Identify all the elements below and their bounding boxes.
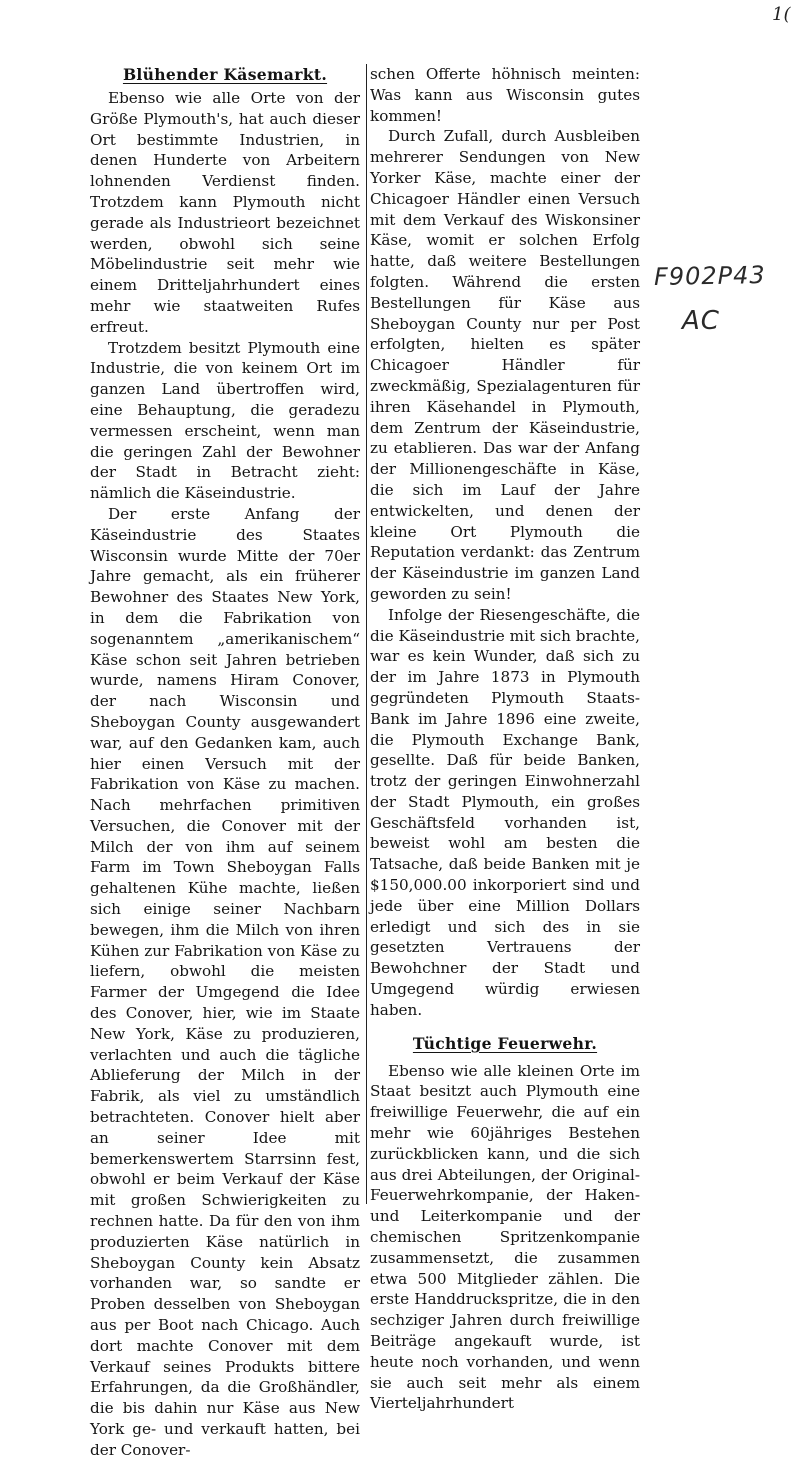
heading-kaesemarkt: Blühender Käsemarkt. <box>122 65 328 84</box>
paragraph: Ebenso wie alle Orte von der Größe Plymouth's, hat auch dieser Ort bestimmte Industrien, in denen Hunderte von Arbeitern lohnenden Verdienst finden. Trotzdem kann Plymouth nicht gerade als Industrieort bezeichnet werden, obwohl sich seine Möbelindustrie seit mehr wie einem Dritteljahrhundert eines mehr wie staatweiten Rufes erfreut. <box>90 89 360 336</box>
page-number: 1( <box>772 4 791 25</box>
right-column <box>370 64 640 1414</box>
paragraph: Ebenso wie alle kleinen Orte im Staat besitzt auch Plymouth eine freiwillige Feuerwehr, die auf ein mehr wie 60jähriges Bestehen zurückblicken kann, und die sich aus drei Abteilungen, der Original-Feuerwehrkompanie, der Haken- und Leiterkompanie und der chemischen Spritzenkompanie zusammensetzt, die zusammen etwa 500 Mitglieder zählen. Die erste Handdruckspritze, die in den sechziger Jahren durch freiwillige Beiträge angekauft wurde, ist heute noch vorhanden, und wenn sie auch seit mehr als einem Vierteljahrhundert <box>370 1061 640 1413</box>
column-divider <box>366 64 367 1204</box>
paragraph: Infolge der Riesengeschäfte, die die Käseindustrie mit sich brachte, war es kein Wunder, daß sich zu der im Jahre 1873 in Plymouth gegründeten Plymouth Staats-Bank im Jahre 1896 eine zweite, die Plymouth Exchange Bank, gesellte. Daß für beide Banken, trotz der geringen Einwohnerzahl der Stadt Plymouth, ein großes Geschäftsfeld vorhanden ist, beweist wohl am besten die Tatsache, daß beide Banken mit je $150,000.00 inkorporiert sind und jede über eine Million Dollars erledigt und sich des in sie gesetzten Vertrauens der Bewohchner der Stadt und Umgegend würdig erwiesen haben. <box>370 605 640 1019</box>
heading-feuerwehr: Tüchtige Feuerwehr. <box>412 1033 598 1053</box>
paragraph: Trotzdem besitzt Plymouth eine Industrie, die von keinem Ort im ganzen Land übertroffen wird, eine Behauptung, die geradezu vermessen erscheint, wenn man die geringen Zahl der Bewohner der Stadt in Betracht zieht: nämlich die Käseindustrie. <box>90 338 360 503</box>
paragraph: schen Offerte höhnisch meinten: Was kann aus Wisconsin gutes kommen! <box>370 65 640 125</box>
handwritten-note-line2: AC <box>682 306 720 336</box>
paragraph: Durch Zufall, durch Ausbleiben mehrerer Sendungen von New Yorker Käse, machte einer der Chicagoer Händler einen Versuch mit dem Verkauf des Wiskonsiner Käse, womit er solchen Erfolg hatte, daß weitere Bestellungen folgten. Während die ersten Bestellungen für Käse aus Sheboygan County nur per Post erfolgten, hielten es später Chicagoer Händler für zweckmäßig, Spezialagenturen für ihren Käsehandel in Plymouth, dem Zentrum der Käseindustrie, zu etablieren. Das war der Anfang der Millionengeschäfte in Käse, die sich im Lauf der Jahre entwickelten, und denen der kleine Ort Plymouth die Reputation verdankt: das Zentrum der Käseindustrie im ganzen Land geworden zu sein! <box>370 127 640 603</box>
handwritten-note-line1: F902P43 <box>653 261 766 291</box>
paragraph: Der erste Anfang der Käseindustrie des Staates Wisconsin wurde Mitte der 70er Jahre gemacht, als ein früherer Bewohner des Staates New York, in dem die Fabrikation von sogenanntem „amerikanischem“ Käse schon seit Jahren betrieben wurde, namens Hiram Conover, der nach Wisconsin und Sheboygan County ausgewandert war, auf den Gedanken kam, auch hier einen Versuch mit der Fabrikation von Käse zu machen. Nach mehrfachen primitiven Versuchen, die Conover mit der Milch der von ihm auf seinem Farm im Town Sheboygan Falls gehaltenen Kühe machte, ließen sich einige seiner Nachbarn bewegen, ihm die Milch von ihren Kühen zur Fabrikation von Käse zu liefern, obwohl die meisten Farmer der Umgegend die Idee des Conover, hier, wie im Staate New York, Käse zu produzieren, verlachten und auch die tägliche Ablieferung der Milch in der Fabrik, als viel zu umständlich betrachteten. Conover hielt aber an seiner Idee mit bemerkenswertem Starrsinn fest, obwohl er beim Verkauf der Käse mit großen Schwierigkeiten zu rechnen hatte. Da für den von ihm produzierten Käse natürlich in Sheboygan County kein Absatz vorhanden war, so sandte er Proben desselben von Sheboygan aus per Boot nach Chicago. Auch dort machte Conover mit dem Verkauf seines Produkts bittere Erfahrungen, da die Großhändler, die bis dahin nur Käse aus New York ge- und verkauft hatten, bei der Conover- <box>90 504 360 1459</box>
left-column <box>90 64 360 1461</box>
